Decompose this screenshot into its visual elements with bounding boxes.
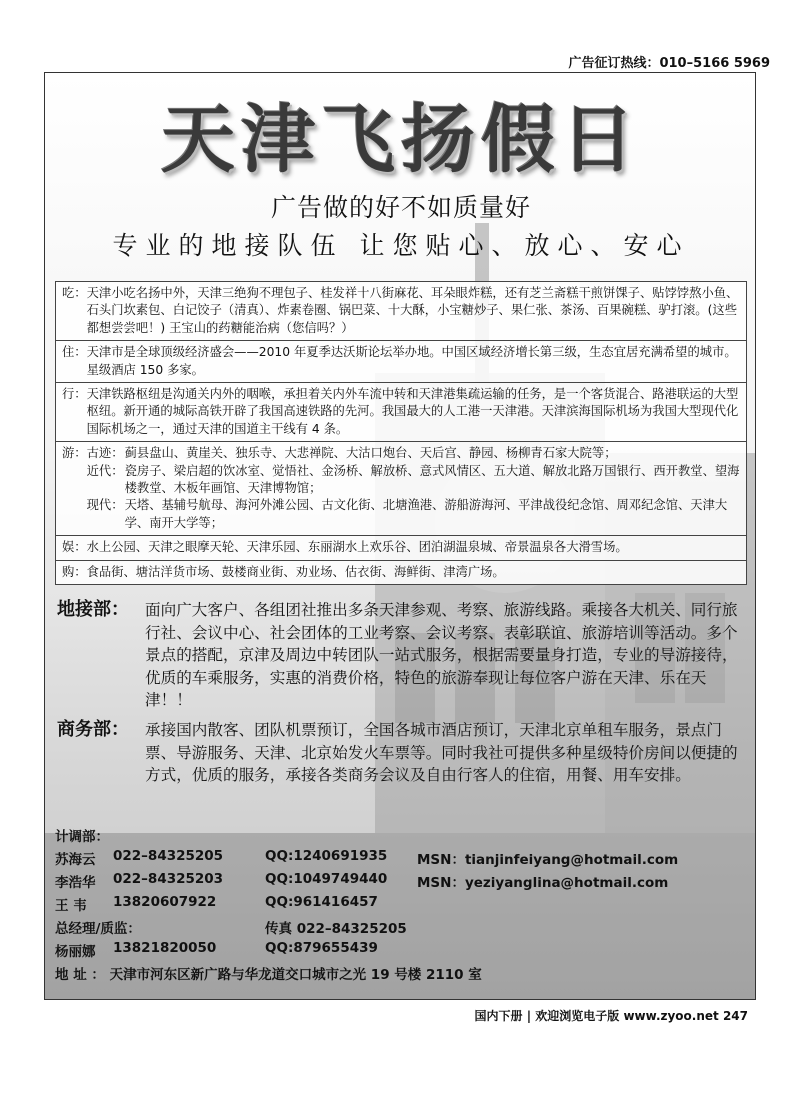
contact-row-gm: 总经理/质监： 传真 022–84325205: [55, 921, 407, 937]
info-row-travel: 行： 天津铁路枢纽是沟通关内外的咽喉，承担着关内外车流中转和天津港集疏运输的任务，是一个客货混合、路港联运的大型枢纽。新开通的城际高铁开辟了我国高速铁路的先河。我国最大的人工港一天津港。天津滨海国际机场为我国大型现代化国际机场之一，通过天津的国道主干线有 4 条。: [56, 383, 746, 442]
travel-text: 天津铁路枢纽是沟通关内外的咽喉，承担着关内外车流中转和天津港集疏运输的任务，是一个客货混合、路港联运的大型枢纽。新开通的城际高铁开辟了我国高速铁路的先河。我国最大的人工港一天津港。天津滨海国际机场为我国大型现代化国际机场之一，通过天津的国道主干线有 4 条。: [86, 387, 739, 436]
contact-row: 苏海云 022–84325205 QQ:1240691935 MSN：tianjinfeiyang@hotmail.com: [55, 848, 679, 868]
address: 地 址 ： 天津市河东区新广路与华龙道交口城市之光 19 号楼 2110 室: [55, 967, 482, 983]
modern-text: 瓷房子、梁启超的饮冰室、觉悟社、金汤桥、解放桥、意式风情区、五大道、解放北路万国银行、西开教堂、望海楼教堂、木板年画馆、天津博物馆；: [124, 463, 740, 496]
eat-text: 天津小吃名扬中外，天津三绝狗不理包子、桂发祥十八街麻花、耳朵眼炸糕，还有芝兰斋糕干煎饼馃子、贴饽饽熬小鱼、石头门坎素包、白记饺子（清真）、炸素卷圈、锅巴菜、十大酥，小宝糖炒子、果仁张、茶汤、百果碗糕、驴打滚。(这些都想尝尝吧！) 王宝山的药糖能治病（您信吗？）: [86, 286, 739, 335]
stay-text: 天津市是全球顶级经济盛会——2010 年夏季达沃斯论坛举办地。中国区域经济增长第三级，生态宜居充满希望的城市。星级酒店 150 多家。: [86, 345, 737, 377]
page-footer: 国内下册 | 欢迎浏览电子版 www.zyoo.net 247: [474, 1009, 748, 1023]
shop-text: 食品街、塘沽洋货市场、鼓楼商业街、劝业场、估衣街、海鲜街、津湾广场。: [86, 564, 505, 579]
info-row-shop: 购： 食品街、塘沽洋货市场、鼓楼商业街、劝业场、估衣街、海鲜街、津湾广场。: [56, 561, 746, 584]
contacts-heading: 计调部：: [55, 829, 109, 845]
ad-title: 天津飞扬假日: [161, 97, 641, 183]
ad-frame: [44, 72, 756, 1000]
info-row-stay: 住： 天津市是全球顶级经济盛会——2010 年夏季达沃斯论坛举办地。中国区域经济增长第三级，生态宜居充满希望的城市。星级酒店 150 多家。: [56, 341, 746, 383]
dijie-text: 面向广大客户、各组团社推出多条天津参观、考察、旅游线路。乘接各大机关、同行旅行社、会议中心、社会团体的工业考察、会议考察、表彰联谊、旅游培训等活动。多个景点的搭配，京津及周边中转团队一站式服务，根据需要量身打造，专业的导游接待，优质的车乘服务，实惠的消费价格，特色的旅游奉现让每位客户游在天津、乐在天津！！: [145, 601, 738, 709]
info-row-tour: 游： 古迹： 蓟县盘山、黄崖关、独乐寺、大悲禅院、大沽口炮台、天后宫、静园、杨柳青石家大院等； 近代： 瓷房子、梁启超的饮冰室、觉悟社、金汤桥、解放桥、意式风情区、五大道、解放北路万国银行、西开教堂、望海楼教堂、木板年画馆、天津博物馆； 现代： 天塔、基辅号航母、海河外滩公园、古文化街、北塘渔港、游船游海河、平津战役纪念馆、周邓纪念馆、天津大学、南开大学等；: [56, 442, 746, 536]
dijie-section: [57, 599, 752, 712]
slogan-quality: 广告做的好不如质量好: [270, 193, 531, 222]
address-row: [55, 963, 745, 986]
contacts-block: [55, 825, 745, 986]
fun-text: 水上公园、天津之眼摩天轮、天津乐园、东丽湖水上欢乐谷、团泊湖温泉城、帝景温泉各大滑雪场。: [86, 540, 628, 555]
shangwu-section: [57, 719, 752, 787]
contemporary-text: 天塔、基辅号航母、海河外滩公园、古文化街、北塘渔港、游船游海河、平津战役纪念馆、周邓纪念馆、天津大学、南开大学等；: [124, 498, 728, 530]
info-row-fun: 娱： 水上公园、天津之眼摩天轮、天津乐园、东丽湖水上欢乐谷、团泊湖温泉城、帝景温泉各大滑雪场。: [56, 536, 746, 560]
shangwu-text: 承接国内散客、团队机票预订，全国各城市酒店预订，天津北京单租车服务，景点门票、导游服务、天津、北京始发火车票等。同时我社可提供多种星级特价房间以便捷的方式，优质的服务，承接各类商务会议及自由行客人的住宿，用餐、用车安排。: [145, 721, 738, 784]
info-table: [55, 281, 747, 585]
dijie-heading: 地接部：: [57, 599, 129, 620]
slogan-service: 专业的地接队伍 让您贴心、放心、安心: [112, 231, 690, 260]
contact-row: 王 韦 13820607922 QQ:961416457: [55, 894, 378, 914]
contact-row: 李浩华 022–84325203 QQ:1049749440 MSN：yeziyanglina@hotmail.com: [55, 871, 669, 891]
ad-hotline: 广告征订热线：010–5166 5969: [568, 56, 770, 71]
shangwu-heading: 商务部：: [57, 719, 129, 740]
info-row-eat: 吃： 天津小吃名扬中外，天津三绝狗不理包子、桂发祥十八街麻花、耳朵眼炸糕，还有芝兰斋糕干煎饼馃子、贴饽饽熬小鱼、石头门坎素包、白记饺子（清真）、炸素卷圈、锅巴菜、十大酥，小宝糖炒子、果仁张、茶汤、百果碗糕、驴打滚。(这些都想尝尝吧！) 王宝山的药糖能治病（您信吗？）: [56, 282, 746, 341]
ancient-text: 蓟县盘山、黄崖关、独乐寺、大悲禅院、大沽口炮台、天后宫、静园、杨柳青石家大院等；: [124, 446, 617, 461]
contact-row: 杨丽娜 13821820050 QQ:879655439: [55, 940, 378, 960]
